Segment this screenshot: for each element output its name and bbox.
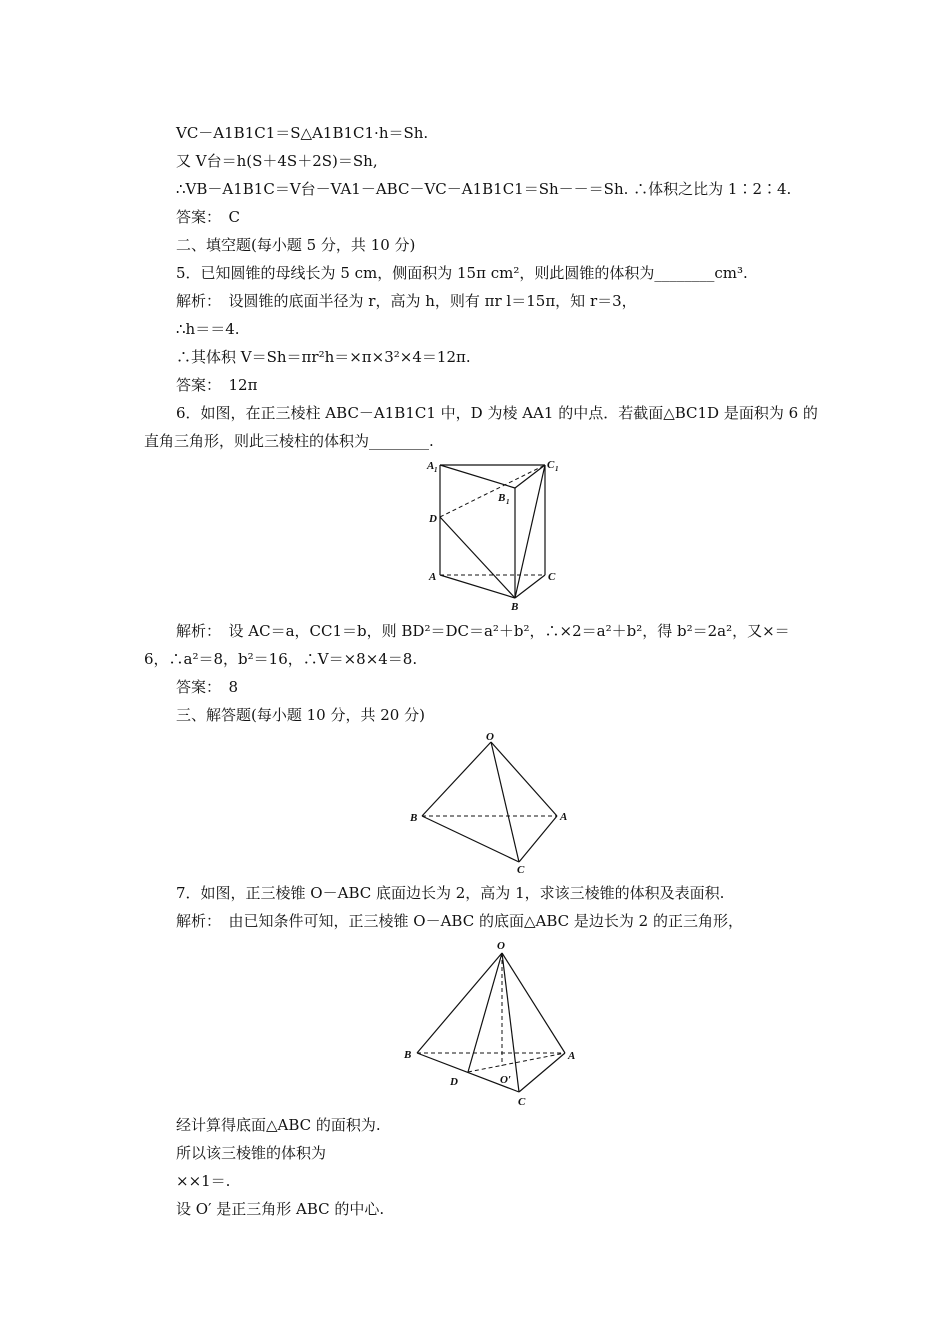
pyramid-figure-2	[400, 935, 585, 1110]
label-A: A	[560, 811, 568, 823]
question-6-cont: 直角三角形，则此三棱柱的体积为________.	[144, 432, 434, 450]
label-D: D	[429, 513, 437, 525]
text-line: VC－A1B1C1＝S△A1B1C1·h＝Sh.	[176, 124, 429, 142]
label-B1-sub: 1	[506, 498, 510, 506]
label-C1: C	[547, 459, 555, 471]
label-O-prime: O′	[500, 1074, 512, 1086]
solution-line: 设 O′ 是正三角形 ABC 的中心.	[176, 1200, 385, 1218]
label-B: B	[404, 1049, 412, 1061]
label-O: O	[486, 731, 494, 743]
label-A1: A	[427, 460, 435, 472]
question-5: 5．已知圆锥的母线长为 5 cm，侧面积为 15π cm²，则此圆锥的体积为________cm³.	[176, 264, 748, 282]
text-line: ∴VB－A1B1C＝V台－VA1－ABC－VC－A1B1C1＝Sh－－＝Sh. ∴体积之比为 1∶2∶4.	[176, 180, 792, 198]
label-A: A	[568, 1050, 576, 1062]
label-C: C	[518, 1096, 526, 1108]
question-6: 6．如图，在正三棱柱 ABC－A1B1C1 中，D 为棱 AA1 的中点．若截面△BC1D 是面积为 6 的	[176, 404, 818, 422]
prism-figure	[420, 455, 570, 615]
solution-line: 经计算得底面△ABC 的面积为.	[176, 1116, 381, 1134]
label-A: A	[429, 571, 437, 583]
section-heading: 二、填空题(每小题 5 分，共 10 分)	[176, 236, 416, 254]
solution-line: 所以该三棱锥的体积为	[176, 1144, 327, 1162]
solution-line: 解析： 由已知条件可知，正三棱锥 O－ABC 的底面△ABC 是边长为 2 的正三角形，	[176, 912, 743, 930]
label-D: D	[450, 1076, 458, 1088]
question-7: 7．如图，正三棱锥 O－ABC 底面边长为 2，高为 1，求该三棱锥的体积及表面积.	[176, 884, 725, 902]
label-C1-sub: 1	[555, 465, 559, 473]
label-B: B	[511, 601, 519, 613]
section-heading: 三、解答题(每小题 10 分，共 20 分)	[176, 706, 425, 724]
label-B: B	[410, 812, 418, 824]
label-O: O	[497, 940, 505, 952]
solution-line: 6，∴a²＝8，b²＝16，∴V＝×8×4＝8.	[144, 650, 418, 668]
label-C: C	[548, 571, 556, 583]
label-C: C	[517, 864, 525, 875]
answer-line: 答案： 12π	[176, 376, 258, 394]
text-line: 又 V台＝h(S＋4S＋2S)＝Sh,	[176, 152, 378, 170]
pyramid-figure-1	[405, 730, 575, 875]
solution-line: 解析： 设圆锥的底面半径为 r，高为 h，则有 πr l＝15π，知 r＝3，	[176, 292, 637, 310]
label-A1-sub: 1	[434, 466, 438, 474]
label-B1: B	[498, 492, 506, 504]
solution-line: 解析： 设 AC＝a，CC1＝b，则 BD²＝DC＝a²＋b²，∴×2＝a²＋b²，得 b²＝2a²，又×＝	[176, 622, 790, 640]
solution-line: ××1＝.	[176, 1172, 231, 1190]
answer-line: 答案： C	[176, 208, 240, 226]
solution-line: ∴其体积 V＝Sh＝πr²h＝×π×3²×4＝12π.	[176, 348, 471, 366]
answer-line: 答案： 8	[176, 678, 239, 696]
solution-line: ∴h＝＝4.	[176, 320, 240, 338]
